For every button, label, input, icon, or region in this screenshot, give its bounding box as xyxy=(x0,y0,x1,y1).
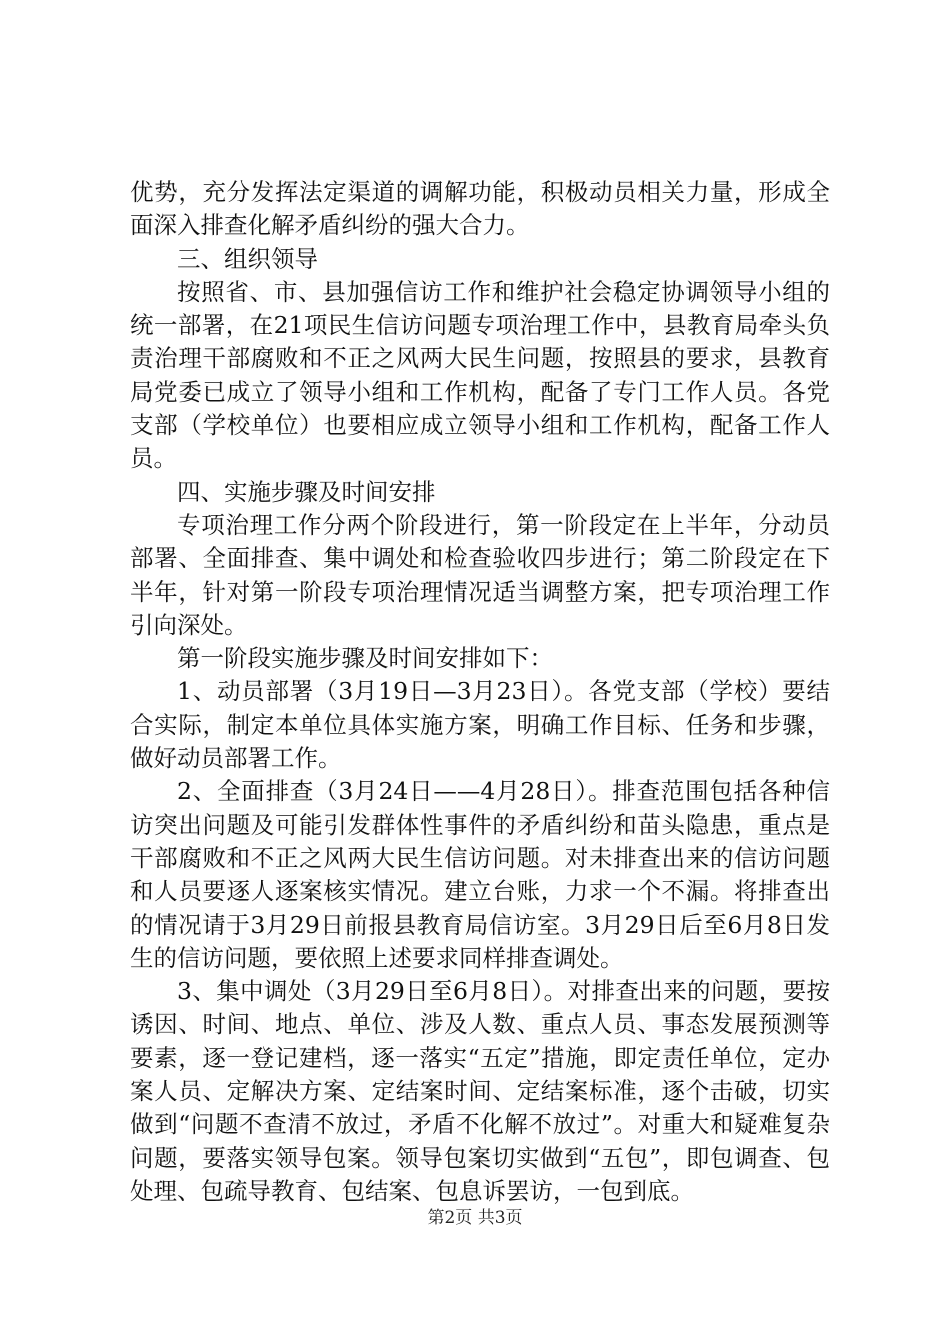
section-heading-steps: 四、实施步骤及时间安排 xyxy=(177,477,436,506)
paragraph-organization: 按照省、市、县加强信访工作和维护社会稳定协调领导小组的统一部署，在21项民生信访问题专项治理工作中，县教育局牵头负责治理干部腐败和不正之风两大民生问题，按照县的要求，县教育局党委已成立了领导小组和工作机构，配备了专门工作人员。各党支部（学校单位）也要相应成立领导小组和工作机构，配备工作人员。 xyxy=(130,277,830,473)
paragraph-stage-intro: 第一阶段实施步骤及时间安排如下： xyxy=(177,644,553,673)
paragraph-stages: 专项治理工作分两个阶段进行，第一阶段定在上半年，分动员部署、全面排查、集中调处和检查验收四步进行；第二阶段定在下半年，针对第一阶段专项治理情况适当调整方案，把专项治理工作引向深处。 xyxy=(130,510,830,639)
paragraph-step-2: 2、全面排查（3月24日——4月28日）。排查范围包括各种信访突出问题及可能引发群体性事件的矛盾纠纷和苗头隐患，重点是干部腐败和不正之风两大民生信访问题。对未排查出来的信访问题和人员要逐人逐案核实情况。建立台账，力求一个不漏。将排查出的情况请于3月29日前报县教育局信访室。3月29日后至6月8日发生的信访问题，要依照上述要求同样排查调处。 xyxy=(130,777,830,972)
paragraph-step-3: 3、集中调处（3月29日至6月8日）。对排查出来的问题，要按诱因、时间、地点、单位、涉及人数、重点人员、事态发展预测等要素，逐一登记建档，逐一落实“五定”措施，即定责任单位，定办案人员、定解决方案、定结案时间、定结案标准，逐个击破，切实做到“问题不查清不放过，矛盾不化解不放过”。对重大和疑难复杂问题，要落实领导包案。领导包案切实做到“五包”，即包调查、包处理、包疏导教育、包结案、包息诉罢访，一包到底。 xyxy=(130,977,830,1205)
paragraph-step-1: 1、动员部署（3月19日—3月23日）。各党支部（学校）要结合实际，制定本单位具体实施方案，明确工作目标、任务和步骤，做好动员部署工作。 xyxy=(130,677,830,773)
document-body xyxy=(130,176,830,1208)
section-heading-organization: 三、组织领导 xyxy=(177,244,318,273)
paragraph-continuation: 优势，充分发挥法定渠道的调解功能，积极动员相关力量，形成全面深入排查化解矛盾纠纷的强大合力。 xyxy=(130,178,830,240)
page-number-footer: 第2页 共3页 xyxy=(427,1208,523,1228)
